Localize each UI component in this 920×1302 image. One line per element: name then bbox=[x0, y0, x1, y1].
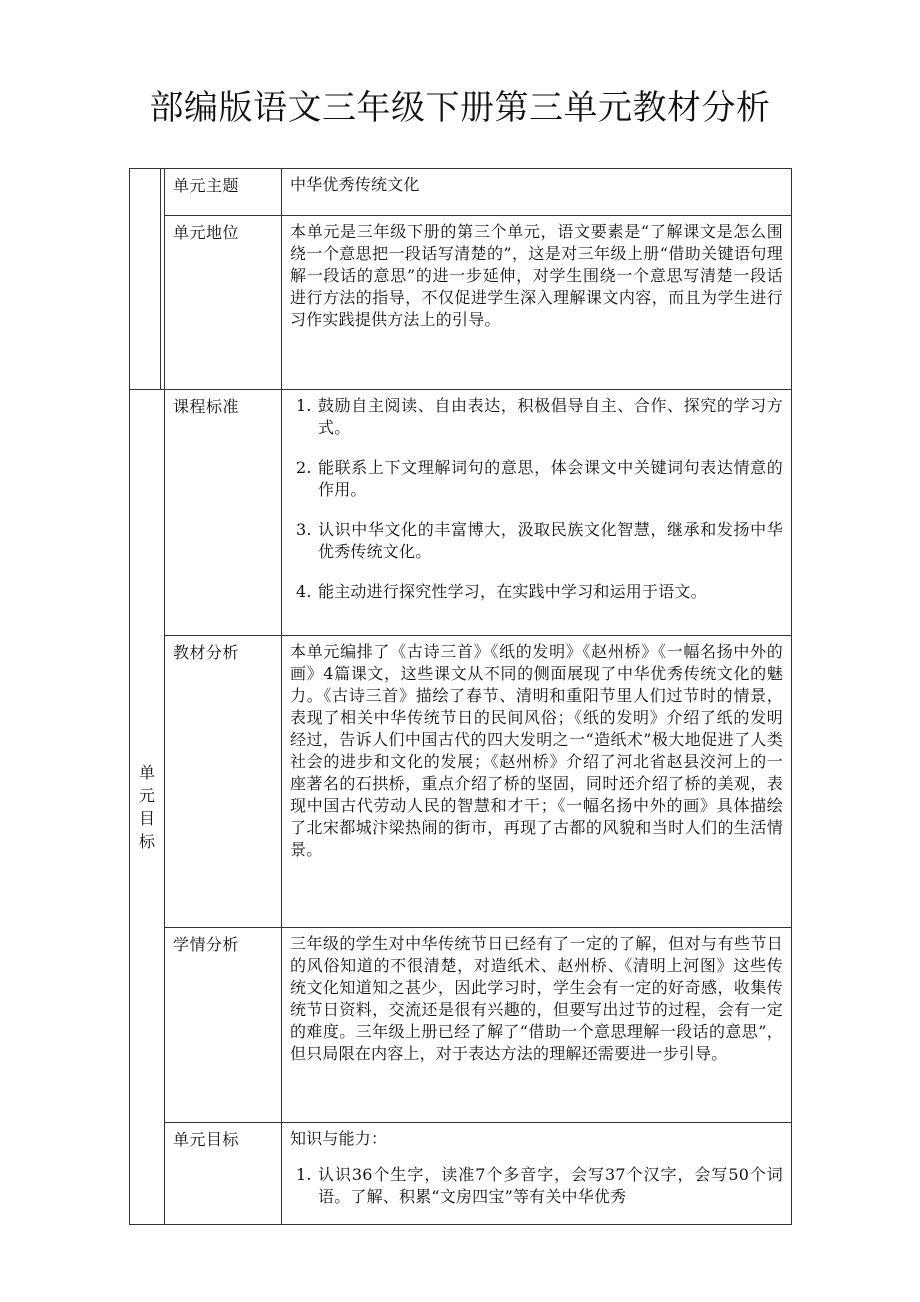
row-content-theme: 中华优秀传统文化 bbox=[282, 169, 792, 216]
list-item bbox=[290, 395, 783, 439]
row-label-position: 单元地位 bbox=[165, 216, 282, 390]
table-row-student bbox=[130, 928, 792, 1123]
list-item-number: 4. bbox=[296, 582, 312, 601]
side-label-char: 单 bbox=[138, 763, 155, 782]
row-label-standard: 课程标准 bbox=[165, 390, 282, 636]
unit-analysis-table bbox=[129, 168, 792, 1225]
row-content-material: 本单元编排了《古诗三首》《纸的发明》《赵州桥》《一幅名扬中外的画》4篇课文，这些课文从不同的侧面展现了中华优秀传统文化的魅力。《古诗三首》描绘了春节、清明和重阳节里人们过节时的情景，表现了相关中华传统节日的民间风俗；《纸的发明》介绍了纸的发明经过，告诉人们中国古代的四大发明之一“造纸术”极大地促进了人类社会的进步和文化的发展；《赵州桥》介绍了河北省赵县洨河上的一座著名的石拱桥，重点介绍了桥的坚固，同时还介绍了桥的美观，表现中国古代劳动人民的智慧和才干；《一幅名扬中外的画》具体描绘了北宋都城汴梁热闹的街市，再现了古都的风貌和当时人们的生活情景。 bbox=[282, 636, 792, 928]
unit-goals-side-label bbox=[130, 390, 165, 1225]
list-item bbox=[290, 581, 783, 603]
list-item-text: 鼓励自主阅读、自由表达，积极倡导自主、合作、探究的学习方式。 bbox=[318, 396, 783, 437]
list-item-number: 3. bbox=[296, 520, 312, 539]
table-row-goals bbox=[130, 1123, 792, 1225]
row-content-position: 本单元是三年级下册的第三个单元，语文要素是“了解课文是怎么围绕一个意思把一段话写清楚的”，这是对三年级上册“借助关键语句理解一段话的意思”的进一步延伸，对学生围绕一个意思写清楚一段话进行方法的指导，不仅促进学生深入理解课文内容，而且为学生进行习作实践提供方法上的引导。 bbox=[282, 216, 792, 390]
table-row-standard bbox=[130, 390, 792, 636]
list-item-number: 1. bbox=[296, 396, 312, 415]
side-label-char: 标 bbox=[138, 832, 155, 851]
table-row-theme bbox=[130, 169, 792, 216]
document-title: 部编版语文三年级下册第三单元教材分析 bbox=[149, 88, 771, 128]
list-item bbox=[290, 1164, 783, 1208]
edge-cell-top bbox=[130, 169, 161, 390]
row-label-material: 教材分析 bbox=[165, 636, 282, 928]
list-item-text: 认识中华文化的丰富博大，汲取民族文化智慧，继承和发扬中华优秀传统文化。 bbox=[318, 520, 783, 561]
list-item-number: 2. bbox=[296, 458, 312, 477]
row-label-goals: 单元目标 bbox=[165, 1123, 282, 1225]
side-label-char: 目 bbox=[138, 809, 155, 828]
row-content-student: 三年级的学生对中华传统节日已经有了一定的了解，但对与有些节日的风俗知道的不很清楚，对造纸术、赵州桥、《清明上河图》这些传统文化知道知之甚少，因此学习时，学生会有一定的好奇感，收集传统节日资料，交流还是很有兴趣的，但要写出过节的过程，会有一定的难度。三年级上册已经了解了“借助一个意思理解一段话的意思”，但只局限在内容上，对于表达方法的理解还需要进一步引导。 bbox=[282, 928, 792, 1123]
list-item bbox=[290, 519, 783, 563]
side-label-char: 元 bbox=[138, 786, 155, 805]
list-item-text: 认识36个生字，读准7个多音字，会写37个汉字，会写50个词语。了解、积累“文房四宝”等有关中华优秀 bbox=[318, 1165, 783, 1206]
standard-list bbox=[290, 395, 783, 603]
row-label-student: 学情分析 bbox=[165, 928, 282, 1123]
list-item bbox=[290, 457, 783, 501]
list-item-text: 能联系上下文理解词句的意思，体会课文中关键词句表达情意的作用。 bbox=[318, 458, 783, 499]
list-item-text: 能主动进行探究性学习，在实践中学习和运用于语文。 bbox=[318, 582, 707, 601]
list-item-number: 1. bbox=[296, 1165, 312, 1184]
goals-list bbox=[290, 1164, 783, 1208]
row-content-standard bbox=[282, 390, 792, 636]
table-row-position bbox=[130, 216, 792, 390]
table-row-material bbox=[130, 636, 792, 928]
row-label-theme: 单元主题 bbox=[165, 169, 282, 216]
goals-subheading: 知识与能力： bbox=[290, 1129, 388, 1148]
row-content-goals bbox=[282, 1123, 792, 1225]
